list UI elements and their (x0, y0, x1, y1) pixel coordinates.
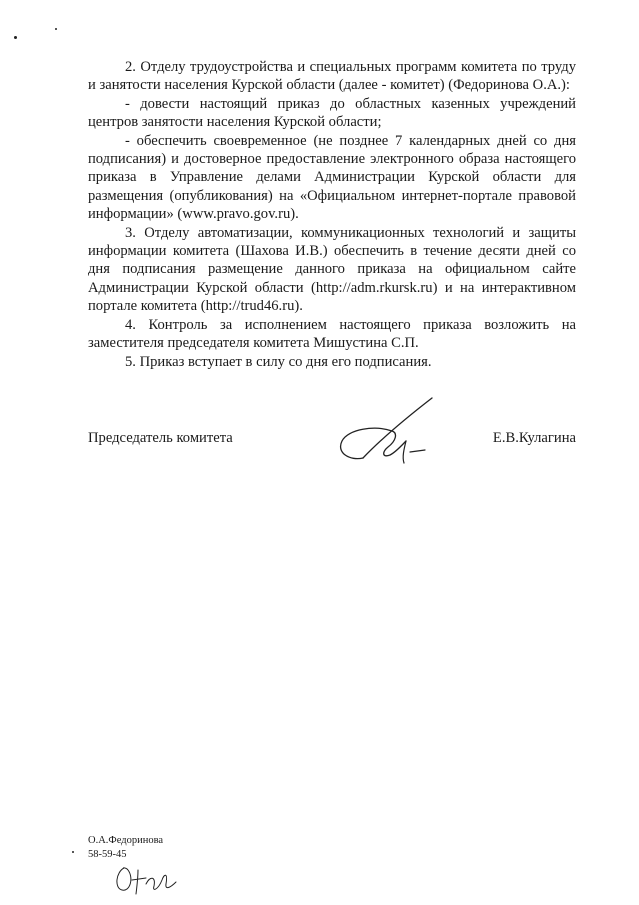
executor-name: О.А.Федоринова (88, 835, 164, 846)
scan-speck (72, 851, 74, 853)
paragraph-4: 4. Контроль за исполнением настоящего приказа возложить на заместителя председателя комитета Мишустина С.П. (88, 316, 576, 352)
paragraph-2-item-2: - обеспечить своевременное (не позднее 7 календарных дней со дня подписания) и достоверное предоставление электронного образа настоящего приказа в Управление делами Администрации Курской области для размещения (опубликования) на «Официальном интернет-портале правовой информации» (www.pravo.gov.ru). (88, 132, 576, 223)
scan-speck (14, 36, 17, 39)
signer-name: Е.В.Кулагина (492, 430, 576, 446)
handwritten-signature (330, 395, 440, 470)
signer-position: Председатель комитета (88, 430, 233, 446)
executor-signature (112, 862, 184, 898)
executor-block (88, 834, 163, 862)
paragraph-3: 3. Отделу автоматизации, коммуникационных технологий и защиты информации комитета (Шахова И.В.) обеспечить в течение десяти дней со дня подписания размещение данного приказа на официальном сайте Администрации Курской области (http://adm.rkursk.ru) и на интерактивном портале комитета (http://trud46.ru). (88, 224, 576, 315)
scan-speck (55, 28, 57, 30)
paragraph-5: 5. Приказ вступает в силу со дня его подписания. (125, 353, 432, 370)
paragraph-2: 2. Отделу трудоустройства и специальных программ комитета по труду и занятости населения Курской области (далее - комитет) (Федоринова О.А.): (88, 59, 576, 94)
paragraph-2-item-1: - довести настоящий приказ до областных казенных учреждений центров занятости населения Курской области; (88, 95, 576, 131)
document-body (88, 58, 576, 371)
executor-phone: 58-59-45 (88, 849, 127, 860)
